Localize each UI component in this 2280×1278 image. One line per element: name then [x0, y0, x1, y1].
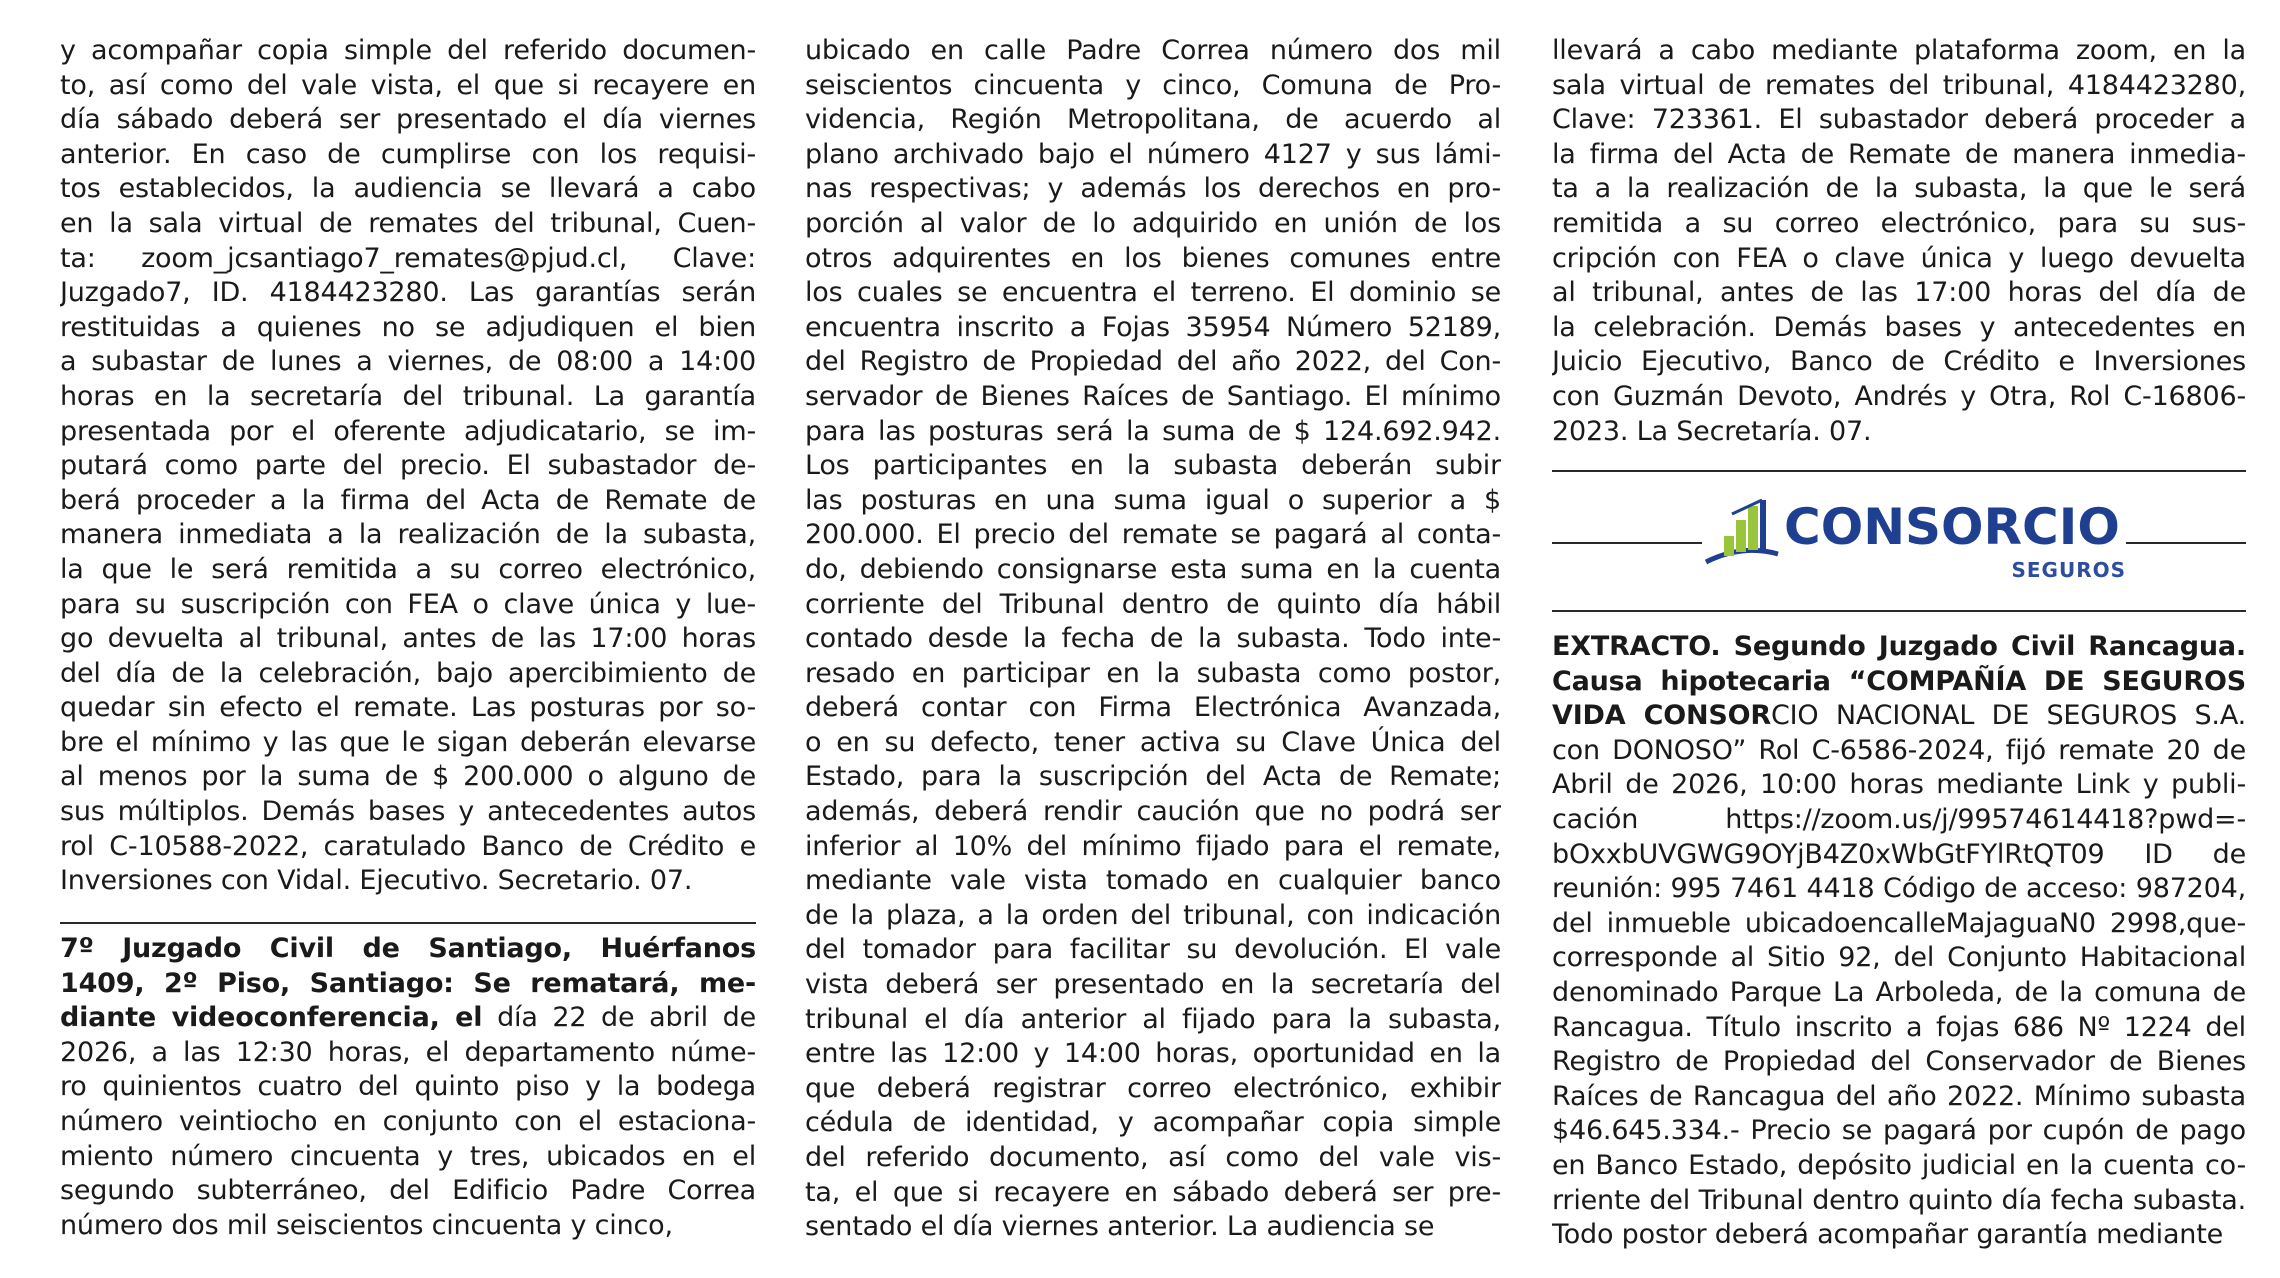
bold-heading-text: VIDA CONSOR — [1552, 700, 1772, 732]
text-line: cripción con FEA o clave única y luego devuelta — [1552, 242, 2246, 274]
text-line: vista deberá ser presentado en la secretaría del — [805, 969, 1501, 1001]
text-line: para las posturas será la suma de $ 124.692.942. — [805, 415, 1501, 447]
text-line: además, deberá rendir caución que no podrá ser — [805, 796, 1501, 828]
body-text: ro quinientos cuatro del quinto piso y la bodega — [60, 1071, 756, 1103]
text-line — [1552, 907, 2246, 942]
text-line: plano archivado bajo el número 4127 y sus lámi- — [805, 138, 1501, 170]
text-line: manera inmediata a la realización de la subasta, — [60, 519, 756, 551]
text-line — [1552, 1045, 2246, 1080]
text-line: o en su defecto, tener activa su Clave Única del — [805, 726, 1501, 758]
bold-heading-text: diante videoconferencia, el — [60, 1002, 483, 1034]
text-line: sus múltiplos. Demás bases y antecedentes autos — [60, 796, 756, 828]
text-line: deberá contar con Firma Electrónica Avanzada, — [805, 692, 1501, 724]
text-line: Estado, para la suscripción del Acta de Remate; — [805, 761, 1501, 793]
text-line: del tomador para facilitar su devolución. El vale — [805, 934, 1501, 966]
text-line: la firma del Acta de Remate de manera inmedia- — [1552, 138, 2246, 170]
text-line — [1552, 803, 2246, 838]
text-line: presentada por el oferente adjudicatario, se im- — [60, 415, 756, 447]
text-line: al tribunal, antes de las 17:00 horas del día de — [1552, 277, 2246, 309]
text-line — [1552, 1184, 2246, 1219]
divider-rule — [60, 922, 756, 924]
body-text: número dos mil seiscientos cincuenta y cinco, — [60, 1209, 673, 1241]
text-line: que deberá registrar correo electrónico, exhibir — [805, 1072, 1501, 1104]
body-text: denominado Parque La Arboleda, de la comuna de — [1552, 976, 2246, 1008]
text-line: los cuales se encuentra el terreno. El dominio se — [805, 277, 1501, 309]
text-line: la que le será remitida a su correo electrónico, — [60, 553, 756, 585]
body-text: en Banco Estado, depósito judicial en la cuenta co- — [1552, 1149, 2246, 1181]
text-line: corriente del Tribunal dentro de quinto día hábil — [805, 588, 1501, 620]
bold-heading-text: 7º Juzgado Civil de Santiago, Huérfanos — [60, 933, 756, 964]
notice-extracto-rancagua — [1552, 630, 2246, 1253]
text-line: horas en la secretaría del tribunal. La garantía — [60, 380, 756, 412]
text-line: 200.000. El precio del remate se pagará al conta- — [805, 519, 1501, 551]
divider-rule — [2126, 542, 2246, 544]
text-line — [60, 1001, 756, 1036]
text-line — [1552, 1218, 2246, 1253]
text-line: llevará a cabo mediante plataforma zoom, en la — [1552, 35, 2246, 66]
text-line — [1552, 1114, 2246, 1149]
text-line: seiscientos cincuenta y cinco, Comuna de Pro- — [805, 69, 1501, 101]
text-line: quedar sin efecto el remate. Las posturas por so- — [60, 692, 756, 724]
body-text: con DONOSO” Rol C-6586-2024, fijó remate 20 de — [1552, 734, 2246, 766]
text-line — [1552, 630, 2246, 665]
text-line: tos establecidos, la audiencia se llevará a cabo — [60, 173, 756, 205]
body-text: Registro de Propiedad del Conservador de Bienes — [1552, 1046, 2246, 1078]
bold-heading-text: EXTRACTO. Segundo Juzgado Civil Rancagua. — [1552, 631, 2246, 662]
bold-heading-text: 1409, 2º Piso, Santiago: Se rematará, me- — [60, 967, 756, 999]
text-line: rol C-10588-2022, caratulado Banco de Crédito e — [60, 830, 756, 862]
body-text: cación https://zoom.us/j/99574614418?pwd=- — [1552, 803, 2246, 835]
consorcio-ad — [1552, 470, 2246, 610]
text-line — [1552, 665, 2246, 700]
text-line: otros adquirentes en los bienes comunes entre — [805, 242, 1501, 274]
text-line: entre las 12:00 y 14:00 horas, oportunidad en la — [805, 1038, 1501, 1070]
notice-1-continuation — [60, 34, 756, 899]
text-line — [60, 1105, 756, 1140]
text-line: servador de Bienes Raíces de Santiago. El mínimo — [805, 380, 1501, 412]
text-line: bre el mínimo y las que le sigan deberán elevarse — [60, 726, 756, 758]
text-line: contado desde la fecha de la subasta. Todo inte- — [805, 623, 1501, 655]
text-line: go devuelta al tribunal, antes de las 17:00 horas — [60, 623, 756, 655]
text-line: del Registro de Propiedad del año 2022, del Con- — [805, 346, 1501, 378]
divider-rule — [1552, 470, 2246, 472]
text-line: restituidas a quienes no se adjudiquen el bien — [60, 311, 756, 343]
text-line — [1552, 734, 2246, 769]
logo-name: CONSORCIO — [1784, 498, 2120, 556]
text-line — [60, 1174, 756, 1209]
text-line — [1552, 976, 2246, 1011]
text-line: sentado el día viernes anterior. La audiencia se — [805, 1211, 1435, 1243]
text-line: putará como parte del precio. El subastador de- — [60, 450, 756, 482]
right-column — [1552, 34, 2246, 449]
building-icon — [1702, 496, 1780, 568]
text-line — [1552, 872, 2246, 907]
text-line: al menos por la suma de $ 200.000 o alguno de — [60, 761, 756, 793]
text-line: do, debiendo consignarse esta suma en la cuenta — [805, 553, 1501, 585]
text-line: encuentra inscrito a Fojas 35954 Número 52189, — [805, 311, 1501, 343]
text-line — [1552, 838, 2246, 873]
body-text: CIO NACIONAL DE SEGUROS S.A. — [1771, 700, 2246, 732]
text-line: con Guzmán Devoto, Andrés y Otra, Rol C-16806- — [1552, 380, 2246, 412]
text-line: Clave: 723361. El subastador deberá proceder a — [1552, 104, 2246, 136]
consorcio-logo — [1702, 490, 2126, 590]
text-line: ta a la realización de la subasta, la que le será — [1552, 173, 2246, 205]
text-line — [60, 932, 756, 967]
divider-rule — [1552, 610, 2246, 612]
text-line: 2023. La Secretaría. 07. — [1552, 415, 1872, 447]
text-line — [60, 967, 756, 1002]
text-line: remitida a su correo electrónico, para su sus- — [1552, 207, 2246, 239]
text-line — [60, 1036, 756, 1071]
text-line: del referido documento, así como del vale vis- — [805, 1142, 1501, 1173]
body-text: Rancagua. Título inscrito a fojas 686 Nº 1224 del — [1552, 1011, 2246, 1043]
text-line: porción al valor de lo adquirido en unión de los — [805, 207, 1501, 239]
text-line: resado en participar en la subasta como postor, — [805, 657, 1501, 689]
text-line: ta: zoom_jcsantiago7_remates@pjud.cl, Clave: — [60, 242, 756, 274]
text-line: y acompañar copia simple del referido documen- — [60, 35, 756, 66]
text-line: mediante vale vista tomado en cualquier banco — [805, 865, 1501, 897]
text-line: ta, el que si recayere en sábado deberá ser pre- — [805, 1176, 1501, 1208]
text-line: Los participantes en la subasta deberán subir — [805, 450, 1501, 482]
text-line — [60, 1070, 756, 1105]
text-line: de la plaza, a la orden del tribunal, con indicación — [805, 899, 1501, 931]
body-text: día 22 de abril de — [482, 1002, 756, 1034]
text-line: en la sala virtual de remates del tribunal, Cuen- — [60, 207, 756, 239]
logo-subtitle: SEGUROS — [2011, 558, 2126, 582]
text-line — [1552, 699, 2246, 734]
left-column — [60, 34, 756, 899]
body-text: del inmueble ubicadoencalleMajaguaN0 2998,que- — [1552, 907, 2246, 939]
body-text: Abril de 2026, 10:00 horas mediante Link y publi- — [1552, 769, 2246, 801]
body-text: 2026, a las 12:30 horas, el departamento núme- — [60, 1036, 756, 1068]
text-line: Juicio Ejecutivo, Banco de Crédito e Inversiones — [1552, 346, 2246, 378]
body-text: corresponde al Sitio 92, del Conjunto Habitacional — [1552, 942, 2246, 974]
text-line: inferior al 10% del mínimo fijado para el remate, — [805, 830, 1501, 862]
divider-rule — [1552, 542, 1702, 544]
text-line: anterior. En caso de cumplirse con los requisi- — [60, 138, 756, 170]
text-line: sala virtual de remates del tribunal, 4184423280, — [1552, 69, 2246, 101]
middle-column — [805, 34, 1501, 1245]
text-line — [1552, 941, 2246, 976]
bold-heading-text: Causa hipotecaria “COMPAÑÍA DE SEGUROS — [1552, 665, 2246, 697]
text-line — [60, 1209, 756, 1244]
body-text: número veintiocho en conjunto con el estaciona- — [60, 1105, 756, 1137]
text-line: ubicado en calle Padre Correa número dos mil — [805, 35, 1501, 66]
text-line: Inversiones con Vidal. Ejecutivo. Secretario. 07. — [60, 865, 693, 897]
body-text: miento número cincuenta y tres, ubicados en el — [60, 1140, 756, 1172]
text-line — [1552, 1149, 2246, 1184]
body-text: $46.645.334.- Precio se pagará por cupón de pago — [1552, 1115, 2246, 1147]
text-line: las posturas en una suma igual o superior a $ — [805, 484, 1501, 516]
notice-7-juzgado-civil-santiago — [60, 932, 756, 1243]
text-line — [60, 1140, 756, 1175]
text-line: del día de la celebración, bajo apercibimiento de — [60, 657, 756, 689]
text-line: tribunal el día anterior al fijado para la subasta, — [805, 1003, 1501, 1035]
text-line — [1552, 768, 2246, 803]
text-line: Juzgado7, ID. 4184423280. Las garantías serán — [60, 277, 756, 309]
text-line: para su suscripción con FEA o clave única y lue- — [60, 588, 756, 620]
text-line: a subastar de lunes a viernes, de 08:00 a 14:00 — [60, 346, 756, 378]
body-text: reunión: 995 7461 4418 Código de acceso: 987204, — [1552, 873, 2246, 905]
text-line: to, así como del vale vista, el que si recayere en — [60, 69, 756, 101]
body-text: Todo postor deberá acompañar garantía mediante — [1552, 1219, 2224, 1251]
text-line: videncia, Región Metropolitana, de acuerdo al — [805, 104, 1501, 136]
text-line: nas respectivas; y además los derechos en pro- — [805, 173, 1501, 205]
text-line: la celebración. Demás bases y antecedentes en — [1552, 311, 2246, 343]
body-text: bOxxbUVGWG9OYjB4Z0xWbGtFYlRtQT09 ID de — [1552, 838, 2246, 870]
text-line: día sábado deberá ser presentado el día viernes — [60, 104, 756, 136]
text-line: berá proceder a la firma del Acta de Remate de — [60, 484, 756, 516]
body-text: Raíces de Rancagua del año 2022. Mínimo subasta — [1552, 1080, 2246, 1112]
text-line: cédula de identidad, y acompañar copia simple — [805, 1107, 1501, 1139]
body-text: rriente del Tribunal dentro quinto día fecha subasta. — [1552, 1184, 2246, 1216]
body-text: segundo subterráneo, del Edificio Padre Correa — [60, 1175, 756, 1207]
text-line — [1552, 1080, 2246, 1115]
text-line — [1552, 1011, 2246, 1046]
